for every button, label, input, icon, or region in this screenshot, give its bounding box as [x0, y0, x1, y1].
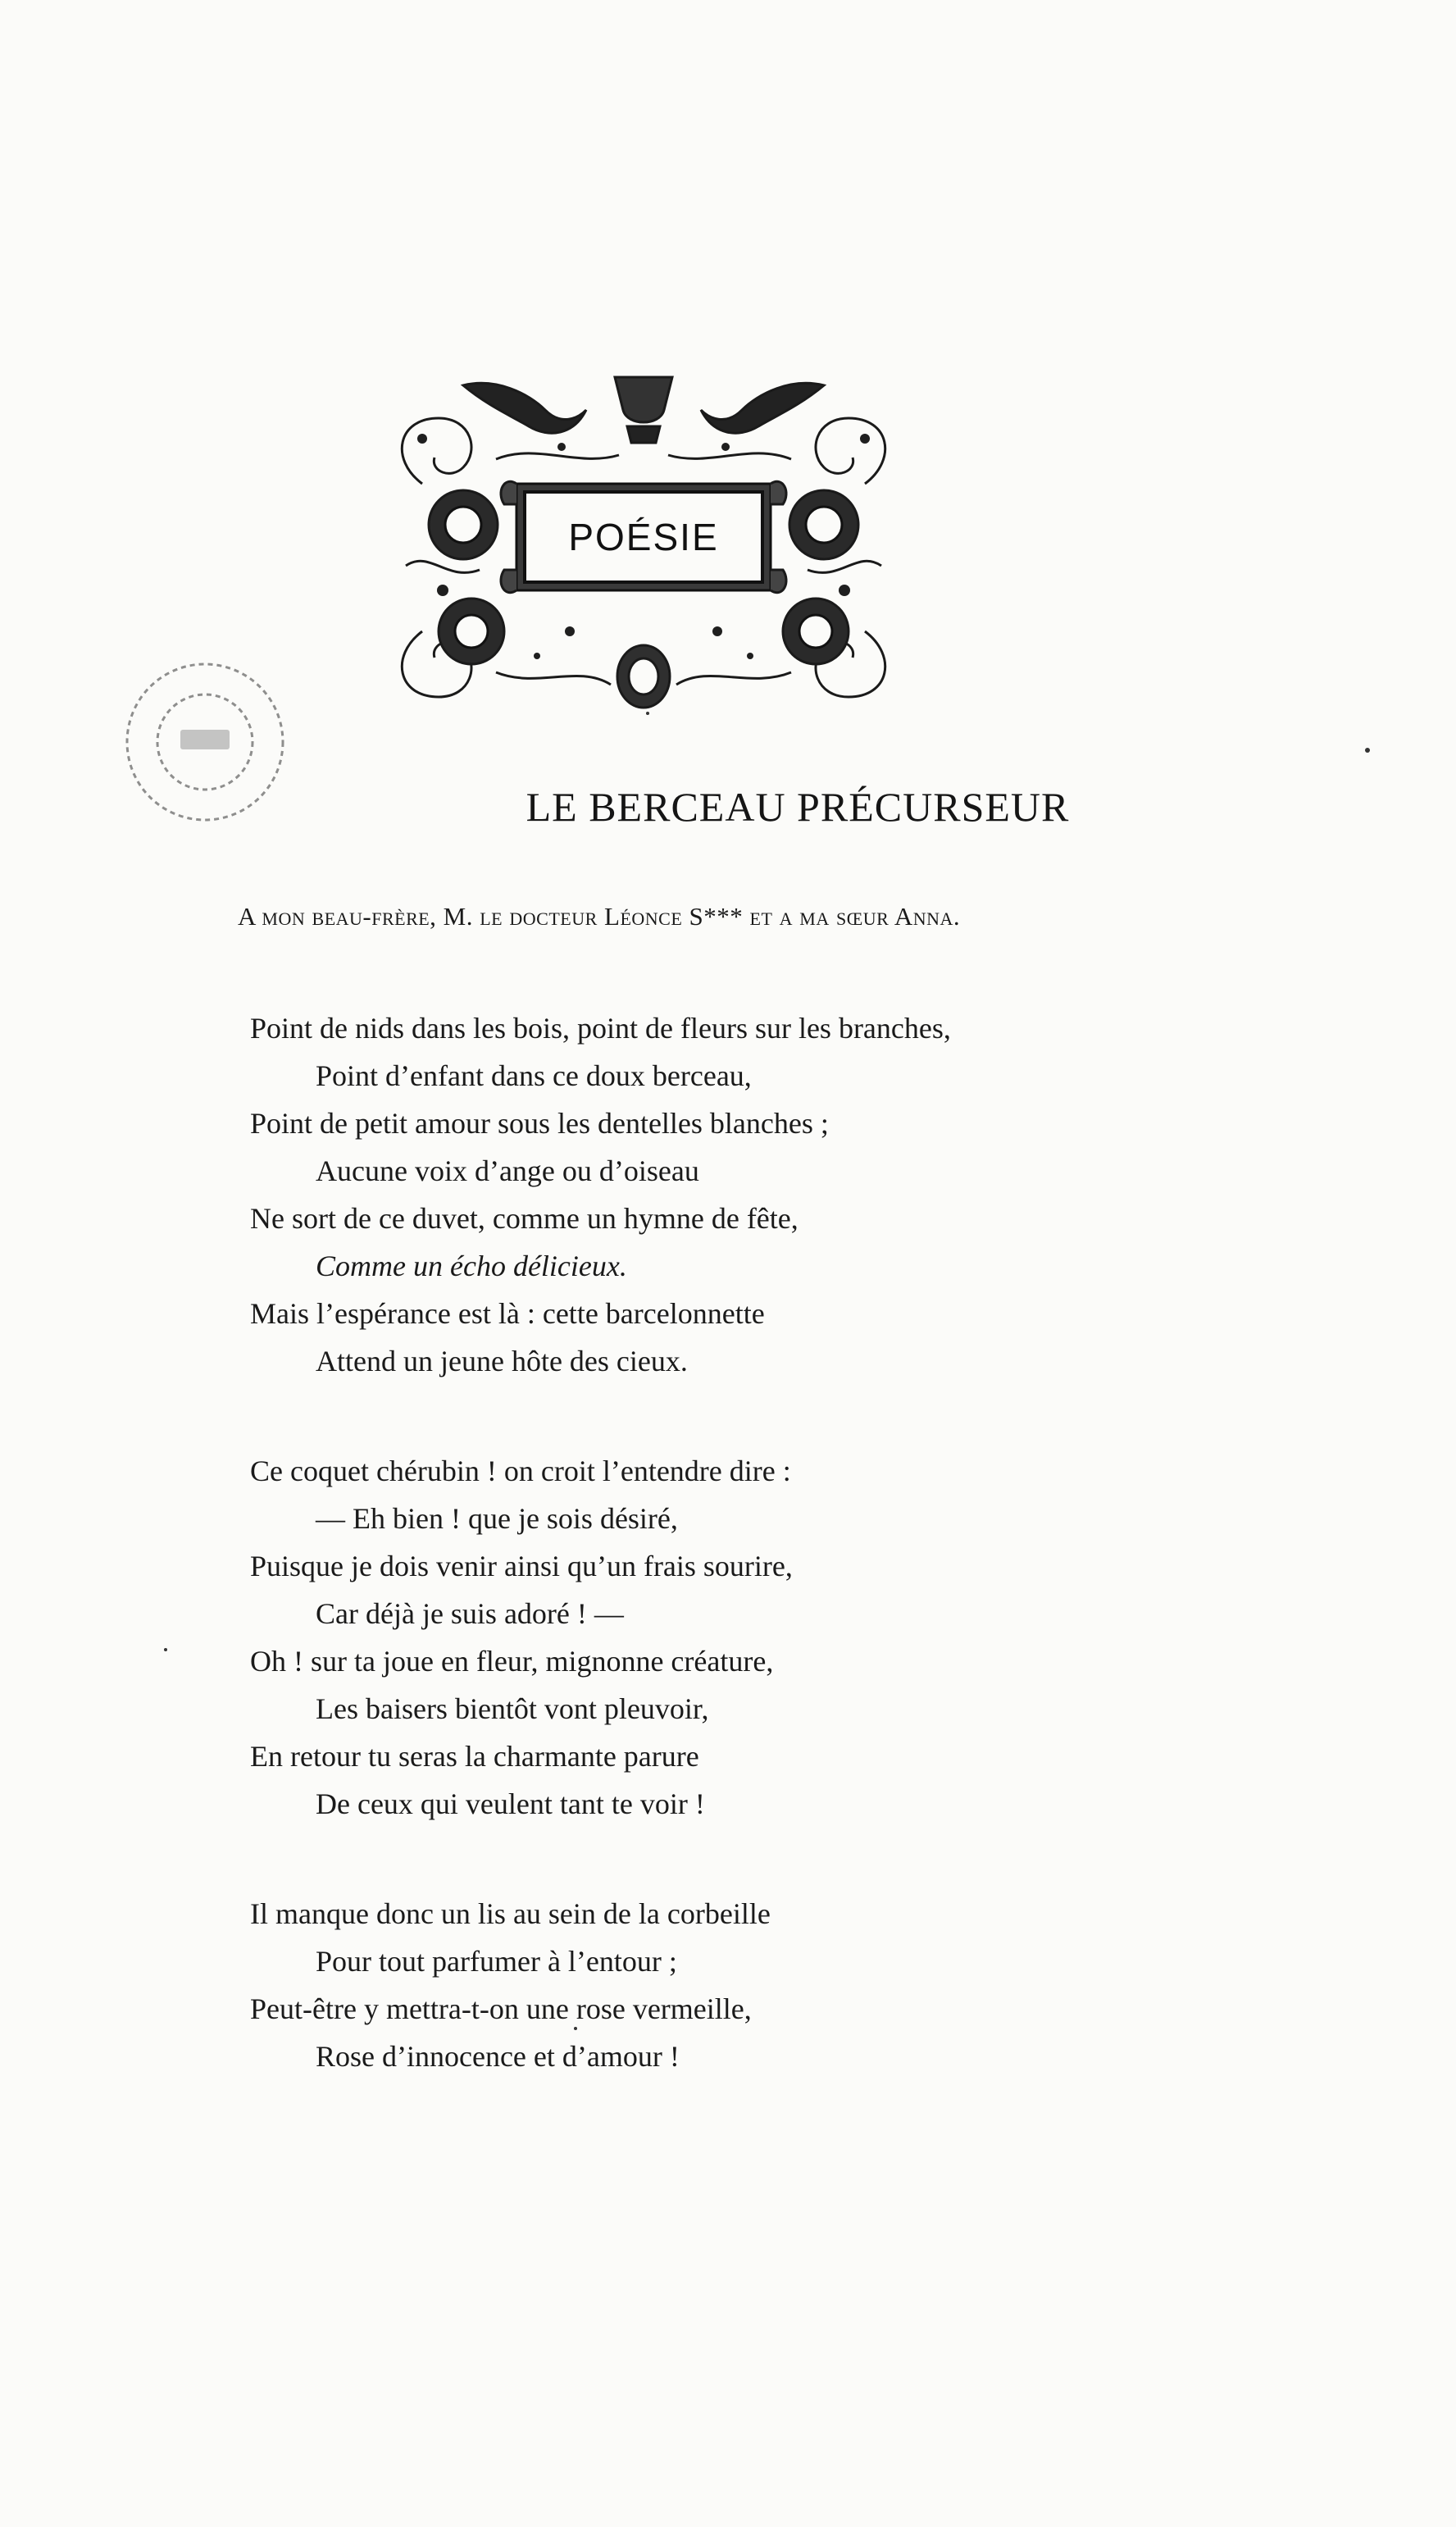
- stanza-3: [250, 1890, 1316, 2080]
- stanza-2: [250, 1447, 1316, 1828]
- poem-line: [250, 1242, 1316, 1290]
- poem-line: Ne sort de ce duvet, comme un hymne de fête,: [250, 1202, 799, 1235]
- poem-title: LE BERCEAU PRÉCURSEUR: [526, 784, 1070, 830]
- scan-speck: [574, 2027, 577, 2030]
- poem-line: Les baisers bientôt vont pleuvoir,: [316, 1692, 709, 1725]
- scan-speck: [1365, 748, 1370, 753]
- poem-line: Point d’enfant dans ce doux berceau,: [316, 1059, 752, 1092]
- poem-line: Car déjà je suis adoré ! —: [316, 1597, 624, 1630]
- poem-body: [250, 1004, 1316, 2142]
- stanza-1: [250, 1004, 1316, 1385]
- poem-line: — Eh bien ! que je sois désiré,: [316, 1502, 678, 1535]
- poem-line: Point de petit amour sous les dentelles blanches ;: [250, 1107, 829, 1140]
- poem-line: Aucune voix d’ange ou d’oiseau: [316, 1154, 699, 1187]
- poem-line: Puisque je dois venir ainsi qu’un frais sourire,: [250, 1550, 793, 1582]
- scan-speck: [164, 1648, 167, 1651]
- poem-line: Point de nids dans les bois, point de fleurs sur les branches,: [250, 1012, 951, 1045]
- poem-line: Rose d’innocence et d’amour !: [316, 2040, 680, 2073]
- poem-line: De ceux qui veulent tant te voir !: [316, 1787, 705, 1820]
- scan-speck: [646, 712, 649, 715]
- poem-line: Attend un jeune hôte des cieux.: [316, 1345, 688, 1377]
- poem-line: Peut-être y mettra-t-on une rose vermeille,: [250, 1992, 752, 2025]
- header-label: POÉSIE: [568, 516, 719, 558]
- poem-line: Pour tout parfumer à l’entour ;: [316, 1945, 677, 1978]
- poem-line: Mais l’espérance est là : cette barcelonnette: [250, 1297, 765, 1330]
- poem-line: Oh ! sur ta joue en fleur, mignonne créature,: [250, 1645, 774, 1678]
- poem-line: En retour tu seras la charmante parure: [250, 1740, 699, 1773]
- poem-line: Il manque donc un lis au sein de la corbeille: [250, 1897, 771, 1930]
- poem-line-italic: Comme un écho délicieux.: [316, 1250, 627, 1282]
- poem-line: Ce coquet chérubin ! on croit l’entendre dire :: [250, 1455, 791, 1487]
- poem-dedication: A mon beau-frère, M. le docteur Léonce S*** et a ma sœur Anna.: [238, 902, 961, 931]
- header-label-box: [525, 492, 762, 582]
